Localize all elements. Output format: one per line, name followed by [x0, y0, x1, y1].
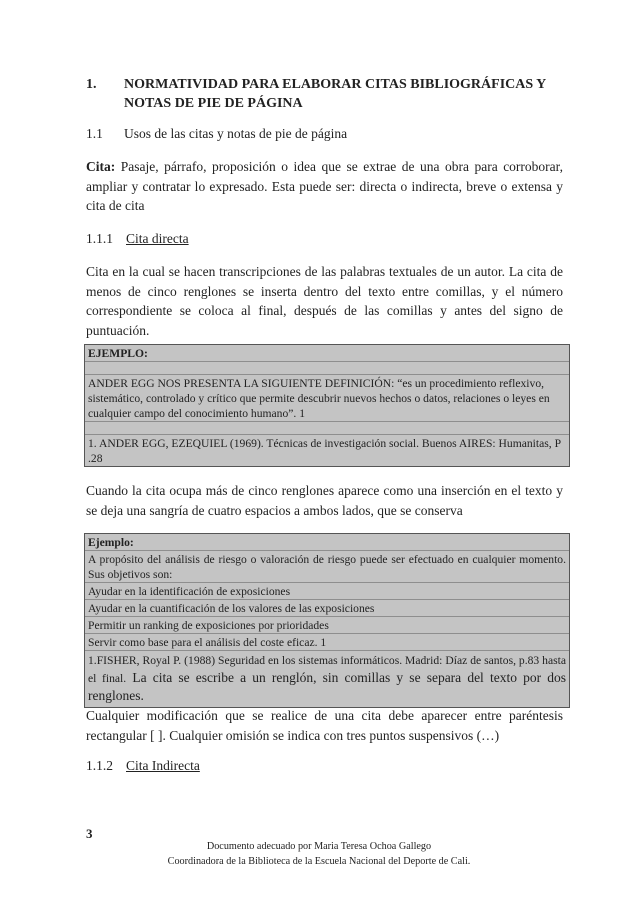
example-reference [85, 651, 569, 707]
subsection-number: 1.1 [86, 126, 103, 141]
example-line: Ayudar en la identificación de exposiciones [85, 583, 569, 600]
cita-extensa-paragraph: Cuando la cita ocupa más de cinco renglones aparece como una inserción en el texto y se deja una sangría de cuatro espacios a ambos lados, que se conserva [86, 483, 563, 518]
subsection-title: Cita Indirecta [126, 758, 200, 773]
footer-line-1: Documento adecuado por Maria Teresa Ochoa Gallego [206, 841, 432, 852]
example-header: Ejemplo: [85, 534, 569, 551]
modificacion-paragraph: Cualquier modificación que se realice de una cita debe aparecer entre paréntesis rectangular [ ]. Cualquier omisión se indica con tres puntos suspensivos (…) [86, 708, 563, 743]
page-number: 3 [86, 826, 93, 841]
example-quote-prefix: ANDER EGG NOS PRESENTA LA SIGUIENTE DEFINICIÓN: [88, 377, 395, 390]
example-quote [85, 375, 569, 422]
subsection-title: Cita directa [126, 231, 189, 246]
example-spacer [85, 422, 569, 435]
example-line: Permitir un ranking de exposiciones por prioridades [85, 617, 569, 634]
cita-label: Cita: [86, 159, 116, 174]
cita-directa-paragraph: Cita en la cual se hacen transcripciones de las palabras textuales de un autor. La cita de menos de cinco renglones se inserta dentro del texto entre comillas, y el número correspondiente se coloca al final, después de las comillas y antes del signo de puntuación. [86, 264, 563, 338]
example-reference-tail: La cita se escribe a un renglón, sin comillas y se separa del texto por dos renglones. [88, 670, 566, 703]
example-reference: 1. ANDER EGG, EZEQUIEL (1969). Técnicas de investigación social. Buenos AIRES: Humanitas, P .28 [88, 437, 561, 465]
footer-line-2: Coordinadora de la Biblioteca de la Escuela Nacional del Deporte de Cali. [167, 856, 471, 867]
example-header: EJEMPLO: [85, 345, 569, 362]
example-quote-text: “es un procedimiento reflexivo, sistemático, controlado y crítico que permite descubrir nuevos hechos o datos, relaciones o leyes en cualquier campo del conocimiento humano”. 1 [88, 377, 550, 420]
heading-title: NORMATIVIDAD PARA ELABORAR CITAS BIBLIOGRÁFICAS Y NOTAS DE PIE DE PÁGINA [124, 77, 546, 111]
cita-definition [86, 157, 563, 216]
example-line: A propósito del análisis de riesgo o valoración de riesgo puede ser efectuado en cualquier momento. Sus objetivos son: [85, 551, 569, 583]
cita-definition-text: Pasaje, párrafo, proposición o idea que se extrae de una obra para corroborar, ampliar y contratar lo expresado. Esta puede ser: directa o indirecta, breve o extensa y cita de cita [86, 159, 563, 213]
example-box-2 [84, 533, 570, 708]
heading-number: 1. [86, 77, 97, 92]
example-reference-text: 1.FISHER, Royal P. (1988) Seguridad en los sistemas informáticos. Madrid: Díaz de santos, p.83 hasta el final. [88, 654, 566, 685]
subsection-number: 1.1.2 [86, 758, 113, 773]
subsection-number: 1.1.1 [86, 231, 113, 246]
example-line: Servir como base para el análisis del coste eficaz. 1 [85, 634, 569, 651]
subsection-title: Usos de las citas y notas de pie de página [124, 126, 348, 141]
example-spacer [85, 362, 569, 375]
example-box-1 [84, 344, 570, 467]
example-line: Ayudar en la cuantificación de los valores de las exposiciones [85, 600, 569, 617]
